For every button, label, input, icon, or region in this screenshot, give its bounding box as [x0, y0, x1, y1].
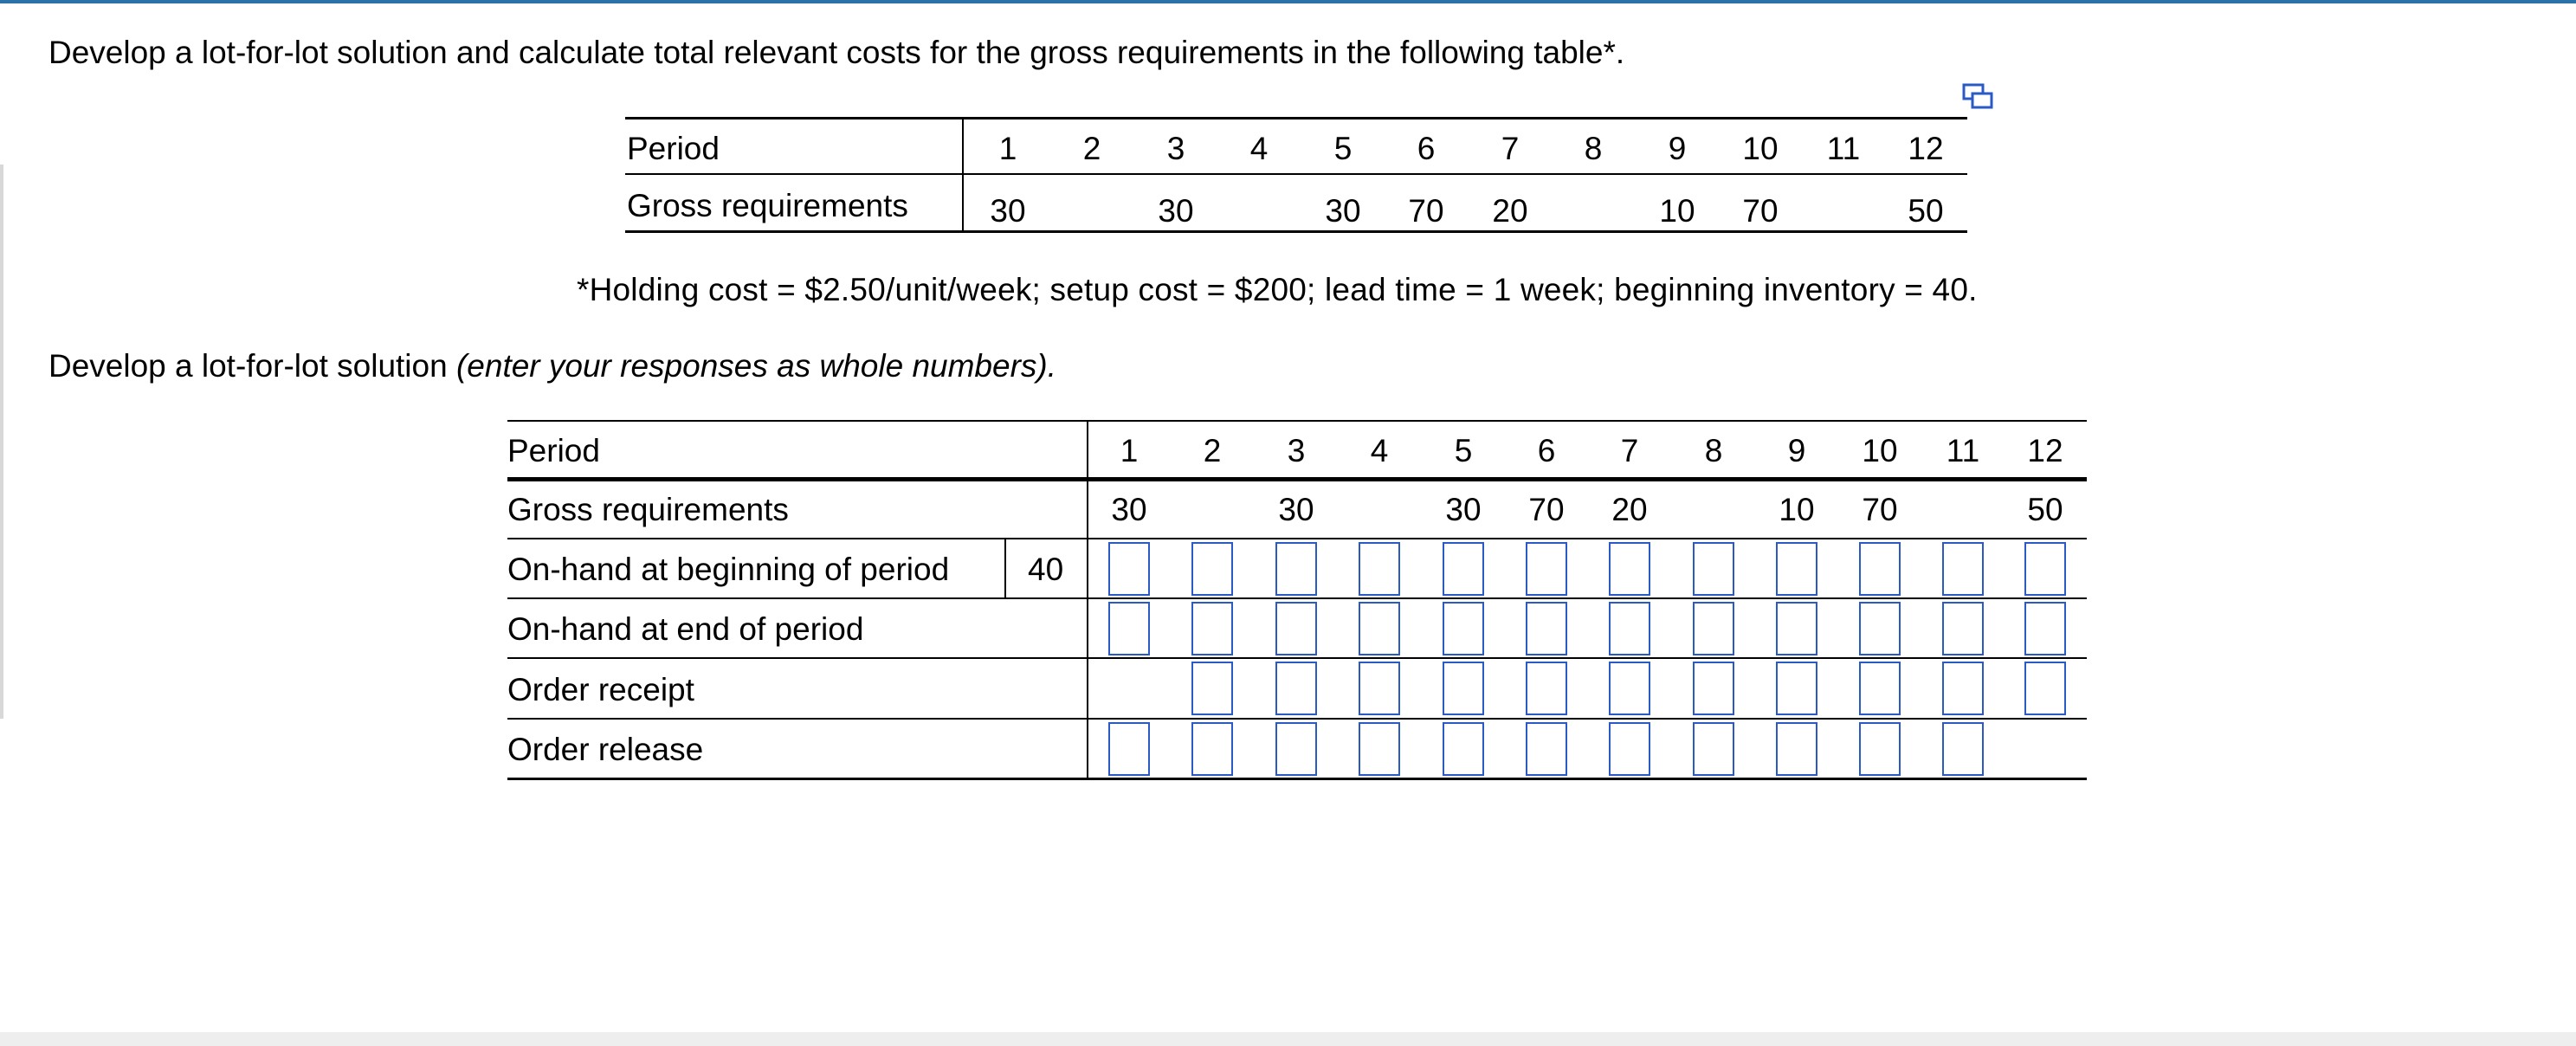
- table1-period-9: 9: [1668, 131, 1687, 166]
- table2-bottom-rule: [507, 778, 2087, 780]
- table2-gross-7: 20: [1611, 492, 1648, 527]
- onhand-end-input-period-4[interactable]: [1359, 602, 1400, 655]
- table2-rule-2: [507, 597, 2087, 599]
- question-intro: Develop a lot-for-lot solution and calculate total relevant costs for the gross requirements in the following table*.: [48, 35, 1625, 70]
- onhand-begin-input-period-3[interactable]: [1275, 542, 1317, 596]
- table1-period-1: 1: [998, 131, 1017, 166]
- table2-rule-4: [507, 718, 2087, 720]
- table2-period-1: 1: [1120, 433, 1139, 468]
- order-release-input-period-3[interactable]: [1275, 722, 1317, 776]
- table2-initial-divider: [1004, 538, 1006, 598]
- table1-period-7: 7: [1501, 131, 1520, 166]
- onhand-end-input-period-11[interactable]: [1942, 602, 1984, 655]
- copy-icon[interactable]: [1962, 83, 1993, 113]
- table1-period-4: 4: [1249, 131, 1269, 166]
- order-receipt-input-period-6[interactable]: [1526, 662, 1567, 715]
- table2-gross-12: 50: [2027, 492, 2063, 527]
- left-scroll-edge: [0, 165, 3, 719]
- table2-period-11: 11: [1946, 433, 1980, 468]
- table1-gross-5: 30: [1325, 193, 1361, 229]
- onhand-end-input-period-6[interactable]: [1526, 602, 1567, 655]
- table1-mid-rule: [625, 173, 1967, 175]
- onhand-end-input-period-1[interactable]: [1108, 602, 1150, 655]
- table2-period-10: 10: [1862, 433, 1898, 468]
- response-prompt: [48, 350, 1056, 382]
- table2-top-rule: [507, 420, 2087, 422]
- order-release-label: Order release: [507, 732, 704, 767]
- order-receipt-input-period-4[interactable]: [1359, 662, 1400, 715]
- order-receipt-input-period-10[interactable]: [1859, 662, 1901, 715]
- table2-period-label: Period: [507, 433, 600, 468]
- table1-gross-label: Gross requirements: [627, 188, 908, 223]
- onhand-end-input-period-2[interactable]: [1191, 602, 1233, 655]
- table2-period-12: 12: [2027, 433, 2063, 468]
- onhand-begin-input-period-6[interactable]: [1526, 542, 1567, 596]
- order-receipt-input-period-7[interactable]: [1609, 662, 1650, 715]
- onhand-end-input-period-9[interactable]: [1776, 602, 1817, 655]
- table2-period-5: 5: [1454, 433, 1473, 468]
- table1-period-3: 3: [1166, 131, 1185, 166]
- onhand-begin-input-period-7[interactable]: [1609, 542, 1650, 596]
- table2-period-2: 2: [1203, 433, 1222, 468]
- table2-period-8: 8: [1704, 433, 1723, 468]
- onhand-end-input-period-12[interactable]: [2024, 602, 2066, 655]
- top-accent-bar: [0, 0, 2576, 3]
- table2-rule-1: [507, 538, 2087, 539]
- table1-gross-6: 70: [1408, 193, 1444, 229]
- onhand-begin-input-period-10[interactable]: [1859, 542, 1901, 596]
- table1-period-11: 11: [1826, 131, 1861, 166]
- onhand-end-label: On-hand at end of period: [507, 611, 864, 647]
- onhand-end-input-period-3[interactable]: [1275, 602, 1317, 655]
- order-release-input-period-10[interactable]: [1859, 722, 1901, 776]
- table2-gross-10: 70: [1862, 492, 1898, 527]
- prompt-text: Develop a lot-for-lot solution: [48, 348, 456, 384]
- order-release-input-period-5[interactable]: [1443, 722, 1484, 776]
- order-receipt-input-period-12[interactable]: [2024, 662, 2066, 715]
- onhand-begin-input-period-11[interactable]: [1942, 542, 1984, 596]
- table1-gross-10: 70: [1742, 193, 1779, 229]
- table1-top-rule: [625, 117, 1967, 119]
- table1-gross-1: 30: [990, 193, 1026, 229]
- order-receipt-input-period-8[interactable]: [1693, 662, 1734, 715]
- onhand-end-input-period-5[interactable]: [1443, 602, 1484, 655]
- beginning-inventory-value: 40: [1028, 552, 1064, 587]
- table2-gross-1: 30: [1111, 492, 1147, 527]
- table2-period-6: 6: [1537, 433, 1556, 468]
- order-release-input-period-2[interactable]: [1191, 722, 1233, 776]
- table1-period-label: Period: [627, 131, 720, 166]
- order-release-input-period-8[interactable]: [1693, 722, 1734, 776]
- order-release-input-period-6[interactable]: [1526, 722, 1567, 776]
- onhand-begin-input-period-4[interactable]: [1359, 542, 1400, 596]
- order-receipt-label: Order receipt: [507, 672, 694, 707]
- table2-gross-9: 10: [1779, 492, 1815, 527]
- table2-rule-3: [507, 657, 2087, 659]
- table1-period-10: 10: [1742, 131, 1779, 166]
- table1-gross-3: 30: [1158, 193, 1194, 229]
- order-release-input-period-4[interactable]: [1359, 722, 1400, 776]
- table2-gross-6: 70: [1528, 492, 1565, 527]
- table1-period-5: 5: [1333, 131, 1353, 166]
- table1-bottom-rule: [625, 230, 1967, 233]
- order-receipt-input-period-3[interactable]: [1275, 662, 1317, 715]
- table2-header-rule: [507, 477, 2087, 481]
- table1-gross-9: 10: [1659, 193, 1695, 229]
- order-receipt-input-period-2[interactable]: [1191, 662, 1233, 715]
- table2-period-9: 9: [1787, 433, 1806, 468]
- table2-divider: [1087, 420, 1088, 779]
- onhand-end-input-period-8[interactable]: [1693, 602, 1734, 655]
- onhand-begin-input-period-8[interactable]: [1693, 542, 1734, 596]
- order-receipt-input-period-9[interactable]: [1776, 662, 1817, 715]
- order-release-input-period-7[interactable]: [1609, 722, 1650, 776]
- table2-period-3: 3: [1287, 433, 1306, 468]
- cost-footnote: *Holding cost = $2.50/unit/week; setup cost = $200; lead time = 1 week; beginning inventory = 40.: [577, 272, 1978, 307]
- table1-gross-7: 20: [1492, 193, 1528, 229]
- onhand-begin-input-period-12[interactable]: [2024, 542, 2066, 596]
- table2-gross-label: Gross requirements: [507, 492, 789, 527]
- onhand-begin-label: On-hand at beginning of period: [507, 552, 950, 587]
- table1-divider: [962, 117, 964, 232]
- onhand-begin-input-period-2[interactable]: [1191, 542, 1233, 596]
- table2-gross-5: 30: [1445, 492, 1482, 527]
- table1-gross-12: 50: [1908, 193, 1944, 229]
- table1-period-2: 2: [1082, 131, 1101, 166]
- onhand-begin-input-period-5[interactable]: [1443, 542, 1484, 596]
- table1-period-6: 6: [1417, 131, 1436, 166]
- table1-period-8: 8: [1584, 131, 1603, 166]
- order-release-input-period-9[interactable]: [1776, 722, 1817, 776]
- order-receipt-input-period-5[interactable]: [1443, 662, 1484, 715]
- prompt-instruction: (enter your responses as whole numbers).: [455, 348, 1057, 384]
- bottom-bar: [0, 1032, 2576, 1046]
- table2-gross-3: 30: [1278, 492, 1314, 527]
- order-receipt-input-period-11[interactable]: [1942, 662, 1984, 715]
- onhand-end-input-period-10[interactable]: [1859, 602, 1901, 655]
- onhand-end-input-period-7[interactable]: [1609, 602, 1650, 655]
- table2-period-7: 7: [1620, 433, 1639, 468]
- table2-period-4: 4: [1370, 433, 1389, 468]
- table1-period-12: 12: [1908, 131, 1944, 166]
- onhand-begin-input-period-1[interactable]: [1108, 542, 1150, 596]
- order-release-input-period-11[interactable]: [1942, 722, 1984, 776]
- onhand-begin-input-period-9[interactable]: [1776, 542, 1817, 596]
- order-release-input-period-1[interactable]: [1108, 722, 1150, 776]
